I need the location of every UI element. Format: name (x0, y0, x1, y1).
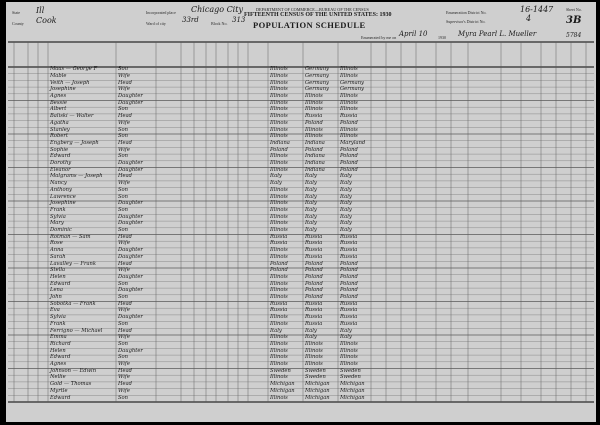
entry-birthplace: Illinois (270, 227, 288, 233)
entry-relation: Son (118, 227, 129, 233)
entry-birthplace: Illinois (270, 200, 288, 207)
entry-mother-birthplace: Italy (340, 213, 352, 220)
entry-name: Anthony (50, 186, 72, 193)
entry-birthplace: Poland (270, 146, 288, 153)
entry-name: Nellie (50, 374, 66, 381)
entry-birthplace: Russia (270, 300, 288, 307)
entry-father-birthplace: Italy (305, 334, 317, 341)
state-value: Ill (36, 6, 45, 15)
entry-birthplace: Illinois (270, 340, 288, 347)
entry-birthplace: Illinois (270, 166, 288, 173)
entry-relation: Son (118, 280, 129, 287)
entry-mother-birthplace: Illinois (340, 347, 358, 354)
ward-label: Ward of city (146, 21, 166, 26)
entry-birthplace: Sweden (270, 367, 291, 374)
entry-relation: Head (118, 113, 133, 120)
entry-relation: Son (118, 394, 129, 401)
entry-father-birthplace: Russia (305, 314, 323, 321)
entry-father-birthplace: Italy (305, 186, 317, 193)
entry-mother-birthplace: Illinois (340, 99, 358, 106)
entry-father-birthplace: Germany (305, 72, 329, 79)
entry-father-birthplace: Poland (305, 146, 323, 153)
entry-birthplace: Illinois (270, 86, 288, 93)
entry-name: Veith — Joseph (50, 79, 90, 86)
entry-father-birthplace: Poland (305, 273, 323, 280)
entry-birthplace: Illinois (270, 287, 288, 294)
entry-mother-birthplace: Italy (340, 186, 352, 193)
sheet-value: 3B (566, 15, 582, 26)
entry-relation: Head (118, 327, 133, 334)
entry-father-birthplace: Poland (305, 119, 323, 126)
district-value: 16-1447 (520, 5, 554, 14)
entry-mother-birthplace: Illinois (340, 106, 358, 113)
entry-mother-birthplace: Russia (340, 300, 358, 307)
entry-name: Myrtle (50, 387, 68, 394)
entry-birthplace: Italy (270, 173, 282, 180)
entry-name: Anna (50, 247, 64, 254)
entry-birthplace: Illinois (270, 193, 288, 200)
entry-name: Eleanor (50, 166, 71, 173)
entry-father-birthplace: Poland (305, 280, 323, 287)
entry-birthplace: Michigan (270, 387, 295, 394)
entry-mother-birthplace: Italy (340, 193, 352, 200)
entry-birthplace: Illinois (270, 186, 288, 193)
entry-name: Johnson — Edwin (50, 367, 97, 374)
entry-relation: Son (118, 294, 129, 300)
entry-birthplace: Italy (270, 180, 282, 187)
entry-relation: Son (118, 153, 129, 160)
entry-name: Rotman — Sam (50, 233, 91, 240)
state-label: State (12, 10, 20, 15)
entry-relation: Wife (118, 374, 130, 381)
entry-mother-birthplace: Illinois (340, 72, 358, 79)
entry-relation: Daughter (118, 220, 143, 227)
entry-mother-birthplace: Italy (340, 200, 352, 207)
entry-father-birthplace: Illinois (305, 354, 323, 361)
entry-name: Lena (50, 287, 63, 294)
entry-birthplace: Illinois (270, 273, 288, 280)
entry-father-birthplace: Sweden (305, 374, 326, 381)
entry-birthplace: Illinois (270, 253, 288, 260)
entry-mother-birthplace: Maryland (340, 139, 366, 146)
entry-father-birthplace: Poland (305, 267, 323, 274)
entry-name: Mable (50, 72, 67, 79)
entry-mother-birthplace: Germany (340, 86, 364, 93)
entry-birthplace: Illinois (270, 72, 288, 79)
entry-name: Edward (50, 394, 71, 401)
entry-mother-birthplace: Sweden (340, 367, 361, 374)
entry-relation: Wife (118, 146, 130, 153)
entry-father-birthplace: Indiana (305, 160, 325, 166)
entry-name: Stella (50, 267, 66, 274)
entry-mother-birthplace: Italy (340, 180, 352, 187)
entry-name: Emma (50, 334, 67, 341)
entry-birthplace: Illinois (270, 93, 288, 99)
entry-relation: Son (118, 186, 129, 193)
entry-relation: Wife (118, 86, 130, 93)
entry-name: Eva (50, 307, 60, 314)
entry-father-birthplace: Illinois (305, 93, 323, 99)
entry-name: Nancy (50, 180, 67, 187)
department-heading: DEPARTMENT OF COMMERCE—BUREAU OF THE CENSUS (256, 7, 369, 12)
entry-mother-birthplace: Poland (340, 119, 358, 126)
entry-relation: Wife (118, 361, 130, 367)
entry-name: Gold — Thomas (50, 381, 92, 388)
entry-birthplace: Italy (270, 327, 282, 334)
entry-father-birthplace: Germany (305, 86, 329, 93)
entry-relation: Daughter (118, 93, 143, 99)
entry-mother-birthplace: Poland (340, 153, 358, 160)
entry-birthplace: Illinois (270, 160, 288, 166)
entry-birthplace: Illinois (270, 99, 288, 106)
entry-name: Lawrence (50, 193, 76, 200)
entry-mother-birthplace: Italy (340, 334, 352, 341)
entry-relation: Daughter (118, 166, 143, 173)
entry-birthplace: Illinois (270, 314, 288, 321)
entry-birthplace: Illinois (270, 126, 288, 133)
entry-father-birthplace: Illinois (305, 126, 323, 133)
entry-mother-birthplace: Italy (340, 173, 352, 180)
entry-father-birthplace: Russia (305, 113, 323, 120)
schedule-title: POPULATION SCHEDULE (253, 20, 366, 30)
entry-name: Maas — George F (50, 66, 98, 73)
entry-father-birthplace: Russia (305, 233, 323, 240)
entry-father-birthplace: Russia (305, 247, 323, 254)
ruled-grid (6, 2, 596, 422)
entry-birthplace: Illinois (270, 106, 288, 113)
entry-mother-birthplace: Poland (340, 160, 358, 166)
entry-mother-birthplace: Germany (340, 79, 364, 86)
entry-mother-birthplace: Italy (340, 206, 352, 213)
entry-mother-birthplace: Russia (340, 233, 358, 240)
entry-relation: Daughter (118, 99, 143, 106)
entry-relation: Head (118, 367, 133, 374)
entry-mother-birthplace: Poland (340, 260, 358, 267)
entry-father-birthplace: Poland (305, 294, 323, 300)
entry-name: Albert (50, 106, 67, 113)
enumerated-date: April 10 (399, 30, 428, 38)
entry-relation: Wife (118, 307, 130, 314)
entry-birthplace: Illinois (270, 294, 288, 300)
entry-name: Baliski — Walter (50, 113, 94, 120)
enumerated-label: Enumerated by me on (361, 35, 397, 40)
place-value: Chicago City (191, 5, 243, 14)
entry-father-birthplace: Russia (305, 253, 323, 260)
entry-relation: Wife (118, 119, 130, 126)
enumerator-name: Myra Pearl L. Mueller (458, 30, 537, 38)
entry-birthplace: Russia (270, 307, 288, 314)
entry-mother-birthplace: Poland (340, 146, 358, 153)
entry-name: Lavalley — Frank (50, 260, 97, 267)
entry-birthplace: Poland (270, 260, 288, 267)
entry-birthplace: Illinois (270, 354, 288, 361)
entry-name: Helen (50, 273, 66, 280)
supervisor-value: 4 (526, 14, 532, 23)
entry-relation: Head (118, 139, 133, 146)
entry-birthplace: Illinois (270, 347, 288, 354)
entry-father-birthplace: Germany (305, 66, 329, 73)
entry-mother-birthplace: Illinois (340, 133, 358, 140)
entry-father-birthplace: Indiana (305, 166, 325, 173)
entry-mother-birthplace: Sweden (340, 374, 361, 381)
entry-name: John (50, 294, 62, 300)
entry-birthplace: Illinois (270, 374, 288, 381)
entry-name: Dominic (50, 227, 72, 233)
entry-name: Dorothy (50, 160, 72, 166)
entry-mother-birthplace: Italy (340, 220, 352, 227)
entry-mother-birthplace: Poland (340, 166, 358, 173)
entry-birthplace: Russia (270, 240, 288, 247)
entry-relation: Head (118, 260, 133, 267)
entry-father-birthplace: Italy (305, 180, 317, 187)
entry-father-birthplace: Indiana (305, 153, 325, 160)
entry-father-birthplace: Italy (305, 206, 317, 213)
entry-name: Malgrams — Joseph (50, 173, 103, 180)
entry-father-birthplace: Illinois (305, 347, 323, 354)
entry-name: Sophie (50, 146, 69, 153)
enumerated-year: 1930 (438, 35, 446, 40)
entry-father-birthplace: Italy (305, 193, 317, 200)
entry-relation: Son (118, 106, 129, 113)
entry-name: Agatha (50, 119, 69, 126)
place-label: Incorporated place (146, 10, 176, 15)
entry-mother-birthplace: Illinois (340, 361, 358, 367)
entry-father-birthplace: Illinois (305, 106, 323, 113)
entry-father-birthplace: Sweden (305, 367, 326, 374)
entry-birthplace: Illinois (270, 213, 288, 220)
entry-birthplace: Illinois (270, 79, 288, 86)
entry-father-birthplace: Russia (305, 300, 323, 307)
district-label: Enumeration District No. (446, 10, 487, 15)
entry-relation: Wife (118, 267, 130, 274)
entry-birthplace: Illinois (270, 394, 288, 401)
entry-father-birthplace: Michigan (305, 381, 330, 388)
entry-relation: Head (118, 79, 133, 86)
entry-name: Agnes (50, 361, 67, 367)
entry-father-birthplace: Russia (305, 240, 323, 247)
entry-birthplace: Illinois (270, 153, 288, 160)
entry-relation: Wife (118, 240, 130, 247)
entry-mother-birthplace: Illinois (340, 126, 358, 133)
entry-father-birthplace: Indiana (305, 139, 325, 146)
entry-mother-birthplace: Poland (340, 267, 358, 274)
ward-value: 33rd (182, 16, 199, 24)
entry-father-birthplace: Illinois (305, 99, 323, 106)
county-label: County (12, 21, 24, 26)
entry-birthplace: Illinois (270, 280, 288, 287)
entry-birthplace: Indiana (270, 139, 290, 146)
entry-name: Sobotka — Frank (50, 300, 96, 307)
entry-mother-birthplace: Italy (340, 327, 352, 334)
entry-relation: Wife (118, 180, 130, 187)
census-sheet (6, 2, 596, 422)
entry-name: Bessie (50, 99, 67, 106)
entry-name: Sarah (50, 253, 66, 260)
entry-father-birthplace: Poland (305, 287, 323, 294)
entry-relation: Head (118, 173, 133, 180)
entry-father-birthplace: Poland (305, 260, 323, 267)
entry-name: Stanley (50, 126, 70, 133)
entry-relation: Daughter (118, 287, 143, 294)
entry-name: Josephine (50, 200, 76, 207)
entry-relation: Daughter (118, 314, 143, 321)
entry-father-birthplace: Russia (305, 320, 323, 327)
entry-relation: Son (118, 126, 129, 133)
entry-birthplace: Illinois (270, 320, 288, 327)
entry-name: Richard (50, 340, 71, 347)
supervisor-label: Supervisor's District No. (446, 19, 486, 24)
entry-relation: Son (118, 206, 129, 213)
entry-relation: Son (118, 320, 129, 327)
entry-mother-birthplace: Russia (340, 247, 358, 254)
entry-father-birthplace: Germany (305, 79, 329, 86)
entry-relation: Daughter (118, 200, 143, 207)
entry-birthplace: Poland (270, 267, 288, 274)
entry-father-birthplace: Michigan (305, 394, 330, 401)
entry-name: Agnes (50, 93, 67, 99)
entry-name: Rose (50, 240, 63, 247)
entry-name: Sylvia (50, 314, 66, 321)
entry-name: Edward (50, 354, 71, 361)
entry-mother-birthplace: Illinois (340, 354, 358, 361)
entry-mother-birthplace: Michigan (340, 394, 365, 401)
entry-birthplace: Illinois (270, 133, 288, 140)
entry-name: Ferrigno — Michael (50, 327, 103, 334)
entry-mother-birthplace: Russia (340, 240, 358, 247)
entry-mother-birthplace: Russia (340, 320, 358, 327)
entry-mother-birthplace: Russia (340, 314, 358, 321)
entry-relation: Wife (118, 334, 130, 341)
entry-mother-birthplace: Poland (340, 273, 358, 280)
entry-father-birthplace: Illinois (305, 133, 323, 140)
entry-birthplace: Illinois (270, 361, 288, 367)
entry-relation: Daughter (118, 213, 143, 220)
county-value: Cook (36, 16, 57, 25)
entry-relation: Head (118, 233, 133, 240)
entry-mother-birthplace: Poland (340, 294, 358, 300)
entry-relation: Son (118, 340, 129, 347)
entry-name: Frank (50, 320, 66, 327)
stamp-number: 5784 (566, 32, 582, 39)
block-value: 313 (232, 16, 246, 24)
entry-mother-birthplace: Russia (340, 307, 358, 314)
entry-birthplace: Illinois (270, 206, 288, 213)
entry-father-birthplace: Italy (305, 200, 317, 207)
entry-father-birthplace: Italy (305, 227, 317, 233)
entry-father-birthplace: Italy (305, 220, 317, 227)
entry-relation: Son (118, 354, 129, 361)
entry-mother-birthplace: Illinois (340, 66, 358, 73)
sheet-label: Sheet No. (566, 7, 582, 12)
entry-father-birthplace: Michigan (305, 387, 330, 394)
entry-father-birthplace: Italy (305, 173, 317, 180)
entry-relation: Daughter (118, 160, 143, 166)
entry-father-birthplace: Italy (305, 213, 317, 220)
census-title: FIFTEENTH CENSUS OF THE UNITED STATES: 1930 (244, 12, 392, 18)
entry-name: Sylvia (50, 213, 66, 220)
entry-birthplace: Illinois (270, 220, 288, 227)
entry-mother-birthplace: Poland (340, 280, 358, 287)
entry-relation: Wife (118, 72, 130, 79)
entry-name: Edward (50, 280, 71, 287)
entry-mother-birthplace: Michigan (340, 387, 365, 394)
entry-mother-birthplace: Italy (340, 227, 352, 233)
block-label: Block No. (211, 21, 228, 26)
entry-mother-birthplace: Illinois (340, 93, 358, 99)
entry-mother-birthplace: Poland (340, 287, 358, 294)
entry-mother-birthplace: Michigan (340, 381, 365, 388)
entry-mother-birthplace: Russia (340, 113, 358, 120)
entry-relation: Daughter (118, 347, 143, 354)
entry-relation: Wife (118, 387, 130, 394)
entry-relation: Head (118, 300, 133, 307)
entry-relation: Son (118, 66, 129, 73)
entry-father-birthplace: Russia (305, 307, 323, 314)
entry-relation: Son (118, 133, 129, 140)
entry-name: Frank (50, 206, 66, 213)
entry-birthplace: Illinois (270, 119, 288, 126)
entry-relation: Daughter (118, 253, 143, 260)
entry-father-birthplace: Italy (305, 327, 317, 334)
entry-relation: Head (118, 381, 133, 388)
entry-birthplace: Russia (270, 233, 288, 240)
entry-birthplace: Illinois (270, 247, 288, 254)
entry-birthplace: Illinois (270, 113, 288, 120)
entry-name: Edward (50, 153, 71, 160)
entry-birthplace: Michigan (270, 381, 295, 388)
entry-name: Mary (50, 220, 64, 227)
entry-relation: Daughter (118, 273, 143, 280)
entry-relation: Son (118, 193, 129, 200)
entry-birthplace: Illinois (270, 334, 288, 341)
entry-mother-birthplace: Russia (340, 253, 358, 260)
entry-name: Helen (50, 347, 66, 354)
entry-birthplace: Illinois (270, 66, 288, 73)
entry-relation: Daughter (118, 247, 143, 254)
entry-father-birthplace: Illinois (305, 361, 323, 367)
entry-name: Robert (50, 133, 68, 140)
entry-name: Engberg — Joseph (50, 139, 99, 146)
entry-name: Josephine (50, 86, 76, 93)
entry-father-birthplace: Illinois (305, 340, 323, 347)
entry-mother-birthplace: Illinois (340, 340, 358, 347)
